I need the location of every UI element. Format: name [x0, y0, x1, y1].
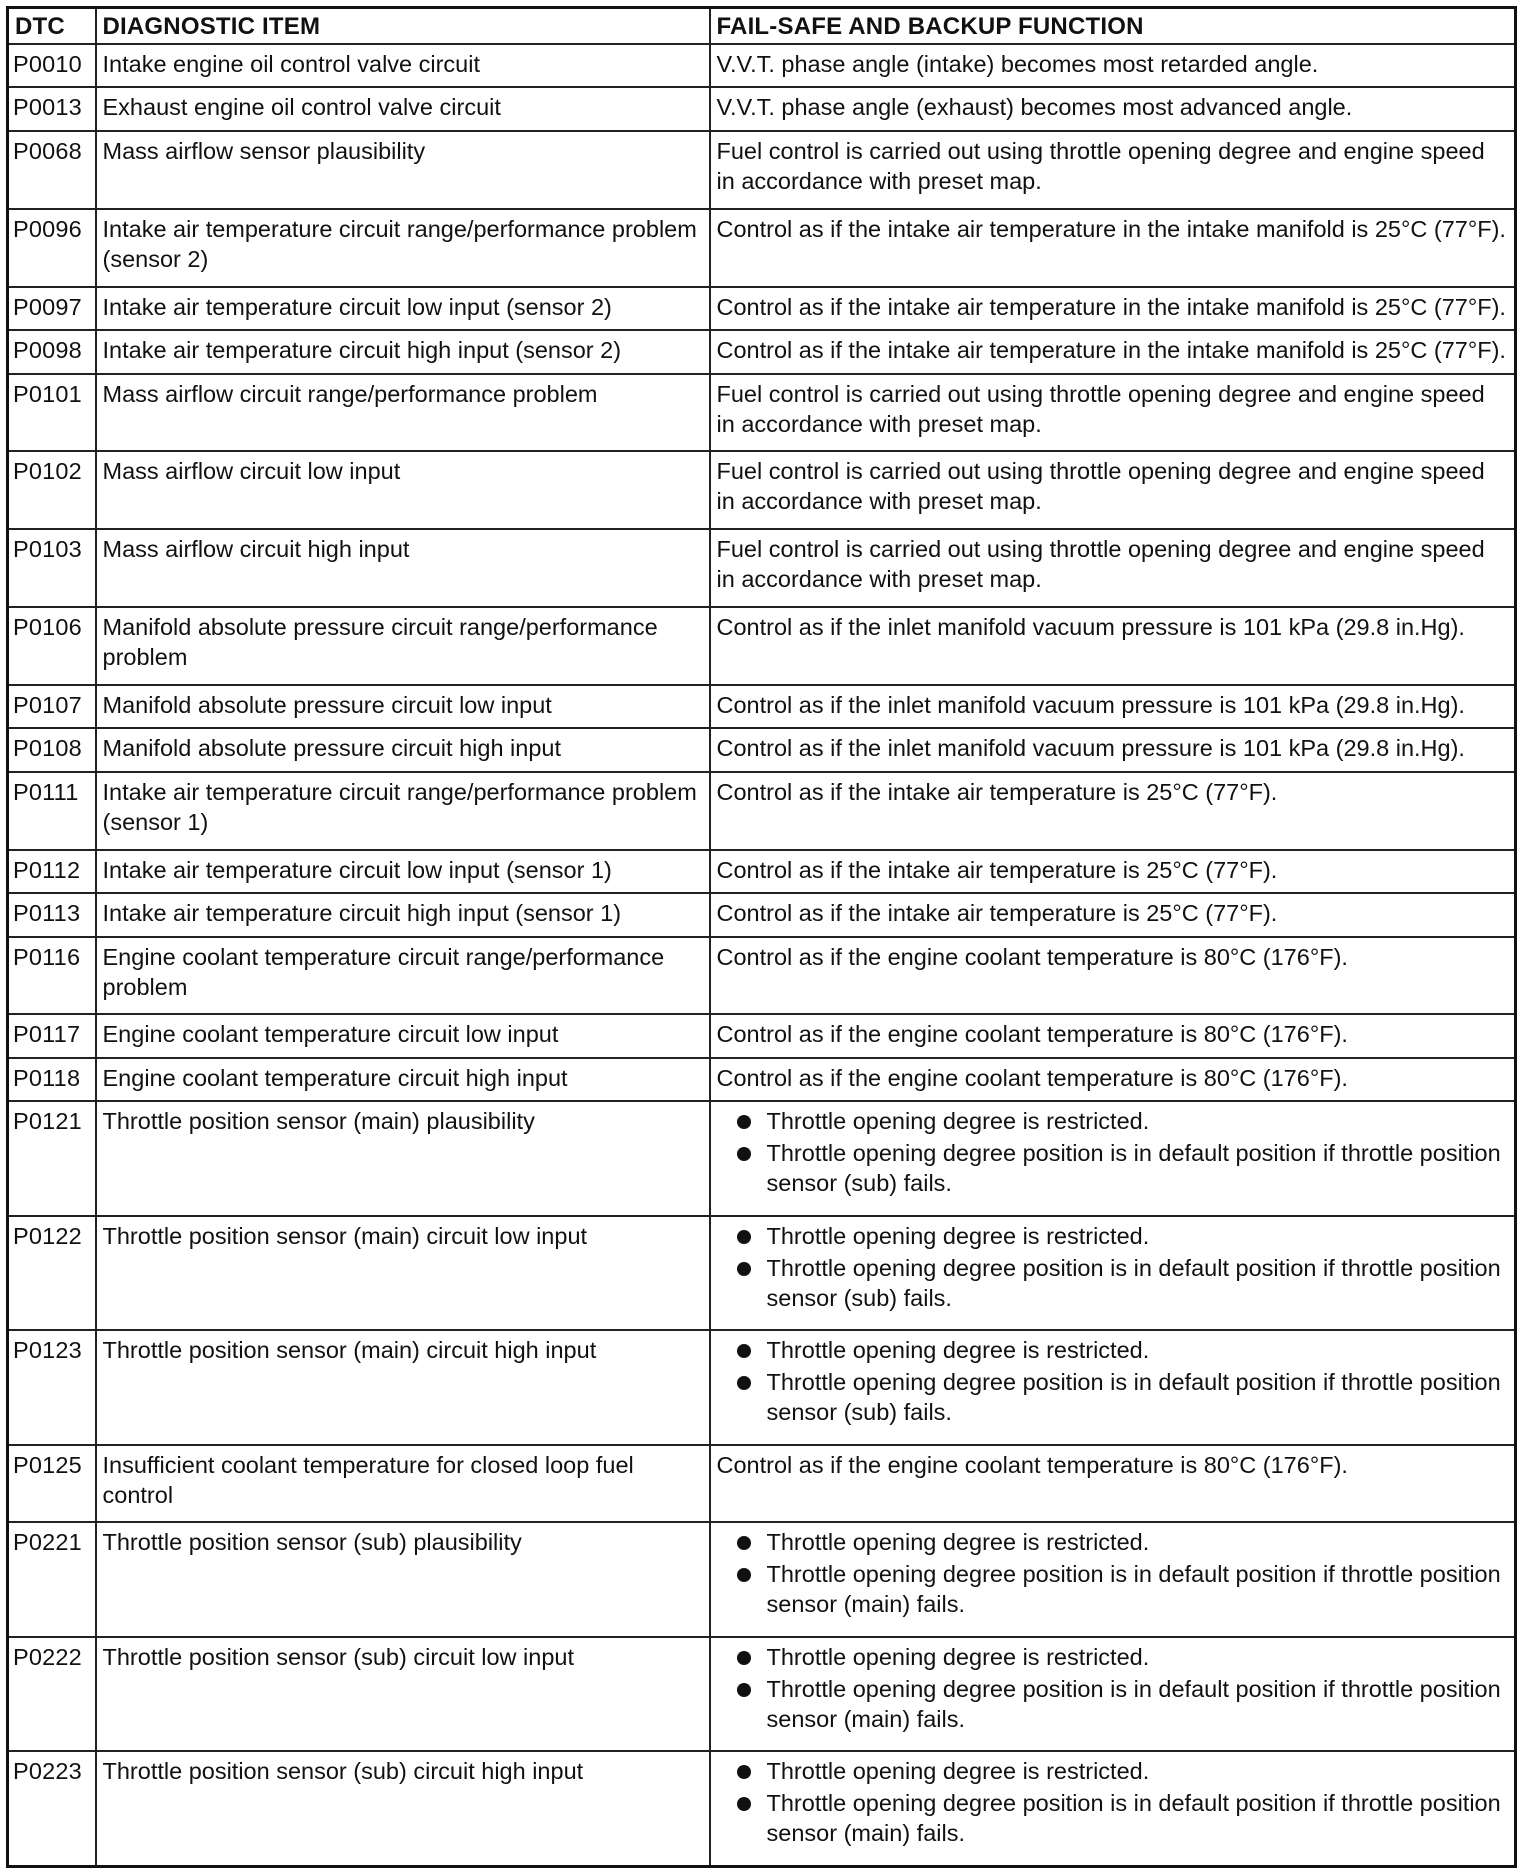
table-row: [8, 209, 1516, 287]
fail-safe-function-cell: [710, 1216, 1516, 1330]
diagnostic-item-cell: Mass airflow circuit range/performance problem: [96, 374, 710, 452]
fail-safe-bullet-item: [717, 1106, 1509, 1136]
header-dtc: DTC: [8, 8, 96, 45]
bullet-text: Throttle opening degree is restricted.: [766, 1643, 1150, 1670]
diagnostic-item-cell: Engine coolant temperature circuit low input: [96, 1014, 710, 1057]
fail-safe-bullet-list: [717, 1221, 1509, 1313]
diagnostic-item-cell: Intake air temperature circuit range/performance problem (sensor 2): [96, 209, 710, 287]
fail-safe-bullet-item: [717, 1674, 1509, 1734]
bullet-dot-icon: [737, 1376, 751, 1390]
bullet-dot-icon: [737, 1568, 751, 1582]
header-fail-safe-function: FAIL-SAFE AND BACKUP FUNCTION: [710, 8, 1516, 45]
diagnostic-item-cell: Manifold absolute pressure circuit low input: [96, 685, 710, 728]
bullet-dot-icon: [737, 1262, 751, 1276]
bullet-dot-icon: [737, 1651, 751, 1665]
bullet-dot-icon: [737, 1147, 751, 1161]
fail-safe-bullet-list: [717, 1756, 1509, 1848]
fail-safe-function-cell: [710, 1101, 1516, 1215]
fail-safe-bullet-list: [717, 1106, 1509, 1198]
fail-safe-function-cell: Fuel control is carried out using throttle opening degree and engine speed in accordance with preset map.: [710, 529, 1516, 607]
fail-safe-function-cell: Control as if the intake air temperature is 25°C (77°F).: [710, 850, 1516, 893]
header-diagnostic-item: DIAGNOSTIC ITEM: [96, 8, 710, 45]
table-row: [8, 937, 1516, 1015]
table-row: [8, 451, 1516, 529]
bullet-text: Throttle opening degree is restricted.: [766, 1222, 1150, 1249]
table-row: [8, 330, 1516, 373]
dtc-code-cell: P0107: [8, 685, 96, 728]
bullet-text: Throttle opening degree position is in default position if throttle position sensor (sub) fails.: [766, 1140, 1501, 1197]
fail-safe-bullet-item: [717, 1335, 1509, 1365]
fail-safe-bullet-item: [717, 1527, 1509, 1557]
bullet-text: Throttle opening degree position is in default position if throttle position sensor (main) fails.: [766, 1790, 1501, 1847]
table-row: [8, 1637, 1516, 1751]
diagnostic-item-cell: Mass airflow circuit low input: [96, 451, 710, 529]
table-row: [8, 607, 1516, 685]
fail-safe-bullet-item: [717, 1559, 1509, 1619]
fail-safe-function-cell: [710, 1330, 1516, 1444]
diagnostic-item-cell: Manifold absolute pressure circuit high input: [96, 728, 710, 771]
dtc-code-cell: P0222: [8, 1637, 96, 1751]
diagnostic-item-cell: Throttle position sensor (sub) circuit high input: [96, 1751, 710, 1866]
diagnostic-item-cell: Throttle position sensor (sub) circuit low input: [96, 1637, 710, 1751]
fail-safe-function-cell: Control as if the intake air temperature in the intake manifold is 25°C (77°F).: [710, 209, 1516, 287]
fail-safe-bullet-item: [717, 1367, 1509, 1427]
bullet-dot-icon: [737, 1230, 751, 1244]
fail-safe-function-cell: [710, 1637, 1516, 1751]
fail-safe-function-cell: Control as if the intake air temperature in the intake manifold is 25°C (77°F).: [710, 330, 1516, 373]
dtc-code-cell: P0108: [8, 728, 96, 771]
bullet-dot-icon: [737, 1765, 751, 1779]
fail-safe-bullet-item: [717, 1221, 1509, 1251]
dtc-code-cell: P0113: [8, 893, 96, 936]
diagnostic-item-cell: Intake air temperature circuit low input (sensor 2): [96, 287, 710, 330]
dtc-code-cell: P0068: [8, 131, 96, 209]
dtc-code-cell: P0125: [8, 1445, 96, 1523]
dtc-code-cell: P0116: [8, 937, 96, 1015]
dtc-code-cell: P0010: [8, 44, 96, 87]
diagnostic-item-cell: Intake engine oil control valve circuit: [96, 44, 710, 87]
fail-safe-function-cell: Control as if the inlet manifold vacuum pressure is 101 kPa (29.8 in.Hg).: [710, 685, 1516, 728]
fail-safe-function-cell: Control as if the engine coolant temperature is 80°C (176°F).: [710, 1058, 1516, 1101]
fail-safe-bullet-list: [717, 1642, 1509, 1734]
fail-safe-function-cell: Control as if the engine coolant temperature is 80°C (176°F).: [710, 1445, 1516, 1523]
diagnostic-item-cell: Mass airflow sensor plausibility: [96, 131, 710, 209]
fail-safe-function-cell: Control as if the intake air temperature in the intake manifold is 25°C (77°F).: [710, 287, 1516, 330]
bullet-text: Throttle opening degree position is in default position if throttle position sensor (sub) fails.: [766, 1369, 1501, 1426]
dtc-code-cell: P0223: [8, 1751, 96, 1866]
table-row: [8, 1751, 1516, 1866]
diagnostic-item-cell: Intake air temperature circuit range/performance problem (sensor 1): [96, 772, 710, 850]
dtc-code-cell: P0096: [8, 209, 96, 287]
bullet-text: Throttle opening degree is restricted.: [766, 1108, 1150, 1135]
fail-safe-function-cell: Control as if the intake air temperature is 25°C (77°F).: [710, 772, 1516, 850]
dtc-code-cell: P0111: [8, 772, 96, 850]
diagnostic-item-cell: Insufficient coolant temperature for closed loop fuel control: [96, 1445, 710, 1523]
bullet-text: Throttle opening degree position is in default position if throttle position sensor (sub) fails.: [766, 1254, 1501, 1311]
table-row: [8, 287, 1516, 330]
bullet-dot-icon: [737, 1344, 751, 1358]
dtc-code-cell: P0103: [8, 529, 96, 607]
fail-safe-function-cell: Control as if the engine coolant temperature is 80°C (176°F).: [710, 1014, 1516, 1057]
diagnostic-item-cell: Exhaust engine oil control valve circuit: [96, 87, 710, 130]
fail-safe-bullet-list: [717, 1527, 1509, 1619]
diagnostic-item-cell: Intake air temperature circuit high input (sensor 2): [96, 330, 710, 373]
table-row: [8, 772, 1516, 850]
dtc-code-cell: P0098: [8, 330, 96, 373]
fail-safe-function-cell: Fuel control is carried out using throttle opening degree and engine speed in accordance with preset map.: [710, 131, 1516, 209]
table-row: [8, 529, 1516, 607]
fail-safe-function-cell: Control as if the inlet manifold vacuum pressure is 101 kPa (29.8 in.Hg).: [710, 728, 1516, 771]
fail-safe-function-cell: Control as if the intake air temperature is 25°C (77°F).: [710, 893, 1516, 936]
fail-safe-function-cell: Control as if the inlet manifold vacuum pressure is 101 kPa (29.8 in.Hg).: [710, 607, 1516, 685]
table-row: [8, 1330, 1516, 1444]
fail-safe-function-cell: V.V.T. phase angle (intake) becomes most retarded angle.: [710, 44, 1516, 87]
bullet-text: Throttle opening degree is restricted.: [766, 1529, 1150, 1556]
table-row: [8, 1216, 1516, 1330]
fail-safe-function-cell: [710, 1522, 1516, 1636]
dtc-code-cell: P0102: [8, 451, 96, 529]
dtc-code-cell: P0221: [8, 1522, 96, 1636]
dtc-code-cell: P0121: [8, 1101, 96, 1215]
fail-safe-function-cell: V.V.T. phase angle (exhaust) becomes most advanced angle.: [710, 87, 1516, 130]
table-row: [8, 44, 1516, 87]
diagnostic-item-cell: Intake air temperature circuit low input (sensor 1): [96, 850, 710, 893]
dtc-code-cell: P0122: [8, 1216, 96, 1330]
diagnostic-item-cell: Throttle position sensor (main) plausibility: [96, 1101, 710, 1215]
dtc-code-cell: P0097: [8, 287, 96, 330]
table-row: [8, 374, 1516, 452]
table-row: [8, 1014, 1516, 1057]
bullet-dot-icon: [737, 1797, 751, 1811]
table-row: [8, 850, 1516, 893]
fail-safe-function-cell: Control as if the engine coolant temperature is 80°C (176°F).: [710, 937, 1516, 1015]
document-page: [6, 6, 1514, 1868]
fail-safe-function-cell: Fuel control is carried out using throttle opening degree and engine speed in accordance with preset map.: [710, 374, 1516, 452]
fail-safe-bullet-item: [717, 1253, 1509, 1313]
diagnostic-item-cell: Throttle position sensor (main) circuit low input: [96, 1216, 710, 1330]
dtc-code-cell: P0112: [8, 850, 96, 893]
table-body: [8, 44, 1516, 1867]
dtc-code-cell: P0106: [8, 607, 96, 685]
dtc-code-cell: P0123: [8, 1330, 96, 1444]
diagnostic-item-cell: Manifold absolute pressure circuit range/performance problem: [96, 607, 710, 685]
table-row: [8, 1522, 1516, 1636]
bullet-dot-icon: [737, 1683, 751, 1697]
table-row: [8, 1058, 1516, 1101]
table-row: [8, 893, 1516, 936]
table-row: [8, 685, 1516, 728]
diagnostic-item-cell: Throttle position sensor (main) circuit high input: [96, 1330, 710, 1444]
diagnostic-item-cell: Engine coolant temperature circuit high input: [96, 1058, 710, 1101]
bullet-text: Throttle opening degree position is in default position if throttle position sensor (main) fails.: [766, 1675, 1501, 1732]
diagnostic-item-cell: Intake air temperature circuit high input (sensor 1): [96, 893, 710, 936]
fail-safe-function-cell: Fuel control is carried out using throttle opening degree and engine speed in accordance with preset map.: [710, 451, 1516, 529]
table-row: [8, 87, 1516, 130]
table-row: [8, 1101, 1516, 1215]
table-row: [8, 728, 1516, 771]
dtc-code-cell: P0101: [8, 374, 96, 452]
fail-safe-bullet-item: [717, 1756, 1509, 1786]
dtc-code-cell: P0117: [8, 1014, 96, 1057]
bullet-text: Throttle opening degree is restricted.: [766, 1758, 1150, 1785]
bullet-text: Throttle opening degree is restricted.: [766, 1337, 1150, 1364]
table-row: [8, 131, 1516, 209]
table-header-row: [8, 8, 1516, 45]
dtc-fail-safe-table: [6, 6, 1517, 1868]
bullet-dot-icon: [737, 1115, 751, 1129]
diagnostic-item-cell: Mass airflow circuit high input: [96, 529, 710, 607]
diagnostic-item-cell: Throttle position sensor (sub) plausibility: [96, 1522, 710, 1636]
fail-safe-function-cell: [710, 1751, 1516, 1866]
bullet-dot-icon: [737, 1536, 751, 1550]
fail-safe-bullet-item: [717, 1642, 1509, 1672]
fail-safe-bullet-item: [717, 1788, 1509, 1848]
dtc-code-cell: P0118: [8, 1058, 96, 1101]
fail-safe-bullet-list: [717, 1335, 1509, 1427]
diagnostic-item-cell: Engine coolant temperature circuit range/performance problem: [96, 937, 710, 1015]
table-row: [8, 1445, 1516, 1523]
bullet-text: Throttle opening degree position is in default position if throttle position sensor (main) fails.: [766, 1561, 1501, 1618]
dtc-code-cell: P0013: [8, 87, 96, 130]
fail-safe-bullet-item: [717, 1138, 1509, 1198]
